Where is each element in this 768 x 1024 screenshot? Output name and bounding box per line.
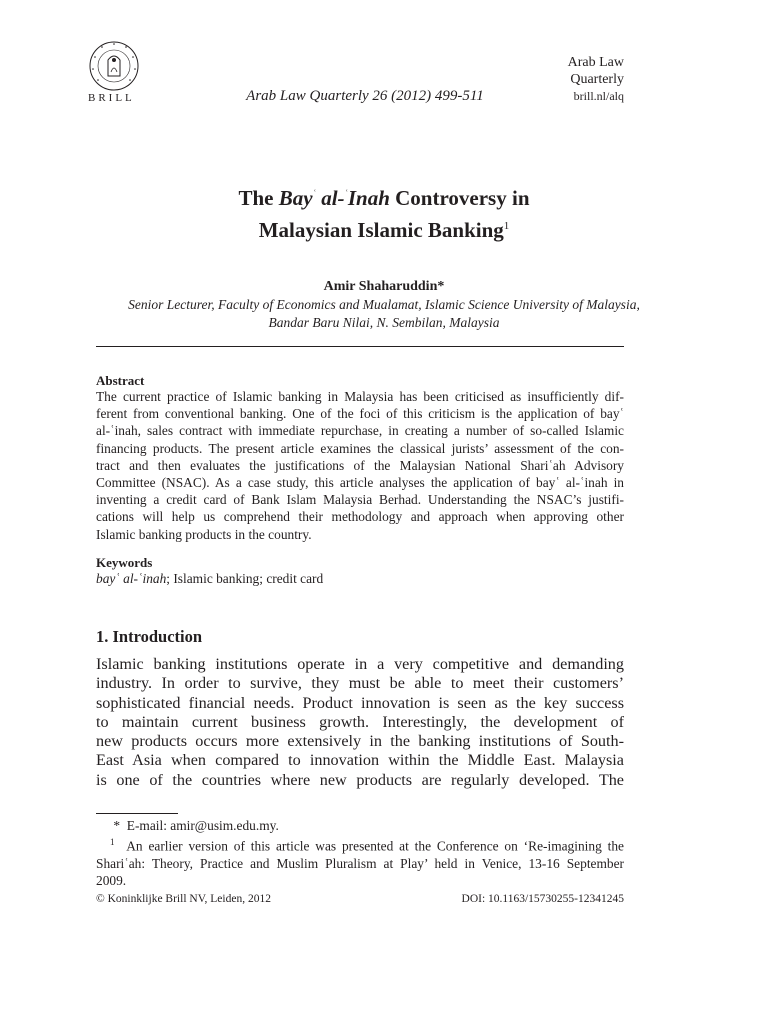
body-line: to maintain current business growth. Interestingly, the development of: [96, 712, 624, 731]
running-citation: Arab Law Quarterly 26 (2012) 499-511: [246, 88, 484, 104]
abstract-line: ferent from conventional banking. One of the foci of this criticism is the application of bayʿ: [96, 406, 624, 422]
author-affiliation: Senior Lecturer, Faculty of Economics and Mualamat, Islamic Science University of Malaysia, Bandar Baru Nilai, N. Sembilan, Malaysia: [128, 297, 640, 330]
keywords-heading: Keywords: [96, 555, 153, 570]
publisher-name: BRILL: [88, 92, 135, 104]
body-line: East Asia when compared to innovation within the Middle East. Malaysia: [96, 751, 624, 770]
abstract-text: [96, 388, 624, 543]
title-divider: [96, 346, 624, 347]
article-title: [96, 181, 672, 244]
copyright-notice: © Koninklijke Brill NV, Leiden, 2012: [96, 893, 271, 905]
title-line1: The Bay$^ʿ$ al-$^ʿ$Inah Controversy in: [238, 186, 530, 210]
author-name: Amir Shaharuddin*: [323, 279, 445, 294]
journal-name-line2: Quarterly: [570, 72, 624, 87]
abstract-line: Islamic banking products in the country.: [96, 526, 312, 542]
abstract-line: al-ʿinah, sales contract with immediate repurchase, in creating a number of so-called Islamic: [96, 423, 624, 439]
body-line: sophisticated financial needs. Product innovation is seen as the key success: [96, 693, 624, 712]
abstract-line: The current practice of Islamic banking in Malaysia has been criticised as insufficiently dif-: [96, 389, 624, 404]
body-line: Islamic banking institutions operate in a very competitive and demanding: [96, 655, 624, 673]
body-line: new products occurs more extensively in the banking institutions of South-: [96, 732, 624, 751]
footnote-star: * E-mail: amir@usim.edu.my.: [113, 818, 279, 833]
abstract-line: inventing a credit card of Bank Islam Malaysia Berhad. Understanding the NSAC’s justifi-: [96, 492, 624, 508]
introduction-paragraph: [96, 655, 624, 790]
abstract-line: financing products. The present article examines the classical jurists’ assessment of the con-: [96, 440, 624, 456]
journal-name-line1: Arab Law: [567, 55, 624, 70]
footnote-divider: [96, 813, 178, 814]
keywords-list: bayʿ al-ʿinah; Islamic banking; credit card: [96, 571, 324, 586]
journal-url: brill.nl/alq: [573, 89, 624, 103]
abstract-line: cations will help us comprehend their methodology and approach when approving other: [96, 509, 624, 525]
footnotes: [96, 817, 624, 889]
abstract-line: tract and then evaluates the justifications of the Malaysian National Shariʿah Advisory: [96, 457, 624, 473]
title-line2: Malaysian Islamic Banking$^1$: [258, 218, 510, 242]
body-line: is one of the countries where new products are regularly developed. The: [96, 770, 624, 789]
footnote-1: $^1$ An earlier version of this article was presented at the Conference on ‘Re-imagining the Shariʿah: Theory, Practice and Muslim Pluralism at Play’ held in Venice, 13-16 September 2009.: [96, 837, 624, 889]
abstract-line: Committee (NSAC). As a case study, this article analyses the application of bayʿ al-ʿinah in: [96, 475, 624, 491]
section-heading-introduction: 1. Introduction: [96, 627, 203, 646]
abstract-heading: Abstract: [96, 373, 145, 388]
title-footnote-mark: 1: [503, 220, 510, 232]
journal-block: [568, 54, 624, 105]
doi-link[interactable]: DOI: 10.1163/15730255-12341245: [461, 893, 624, 905]
body-line: industry. In order to survive, they must be able to meet their customers’: [96, 674, 624, 693]
